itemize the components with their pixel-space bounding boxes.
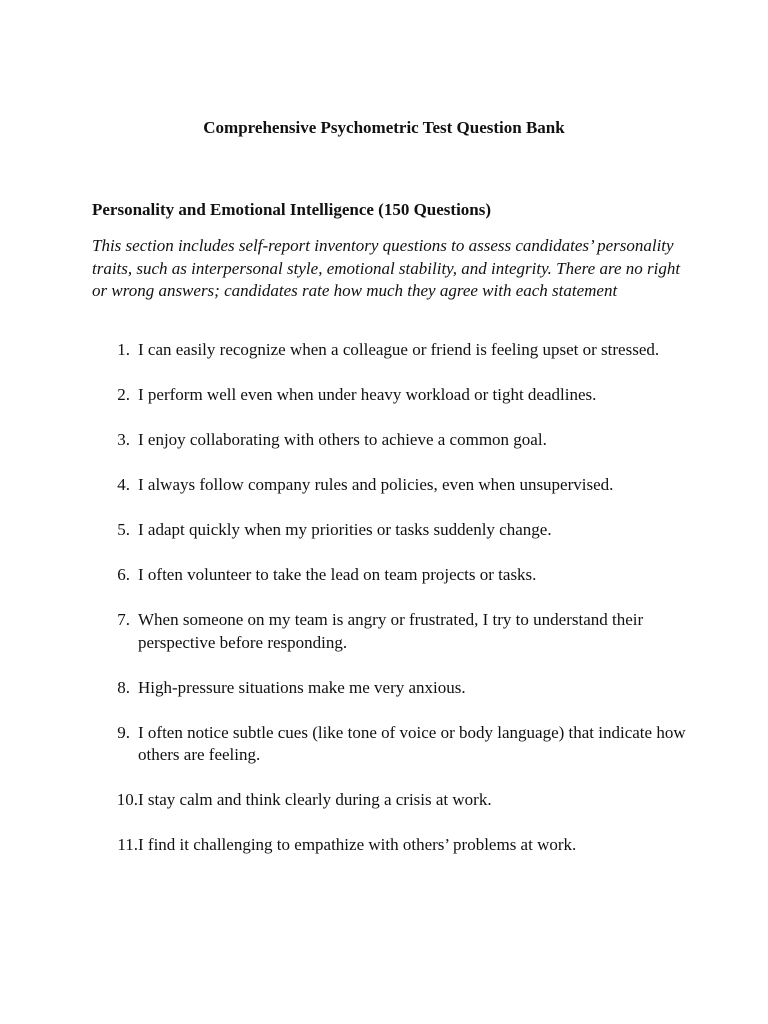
question-number: 11. xyxy=(117,835,138,854)
question-text: I often volunteer to take the lead on team projects or tasks. xyxy=(138,565,537,584)
question-number: 3. xyxy=(117,430,130,449)
question-item xyxy=(92,789,692,812)
question-number: 9. xyxy=(117,722,130,742)
question-number: 2. xyxy=(117,385,130,404)
question-number: 4. xyxy=(117,475,130,494)
question-item xyxy=(92,722,692,767)
question-item xyxy=(92,609,692,654)
question-item xyxy=(92,677,692,700)
question-text: I always follow company rules and policies, even when unsupervised. xyxy=(138,475,614,494)
question-item xyxy=(92,564,692,587)
question-text: I find it challenging to empathize with others’ problems at work. xyxy=(138,835,577,854)
question-item xyxy=(92,834,692,857)
section-heading: Personality and Emotional Intelligence (150 Questions) xyxy=(92,200,492,219)
question-number: 6. xyxy=(117,565,130,584)
question-number: 8. xyxy=(117,677,130,697)
question-number: 10. xyxy=(116,790,138,809)
document-title: Comprehensive Psychometric Test Question Bank xyxy=(203,118,565,137)
question-number: 7. xyxy=(117,610,130,629)
question-item xyxy=(92,474,692,497)
question-item xyxy=(92,519,692,542)
question-list xyxy=(92,339,692,879)
question-text: I adapt quickly when my priorities or tasks suddenly change. xyxy=(138,520,552,539)
question-item xyxy=(92,384,692,407)
question-item xyxy=(92,339,692,362)
question-number: 5. xyxy=(117,520,130,539)
question-text: When someone on my team is angry or frustrated, I try to understand their perspective before responding. xyxy=(138,610,644,652)
question-text: I often notice subtle cues (like tone of voice or body language) that indicate how others are feeling. xyxy=(138,722,686,764)
question-item xyxy=(92,429,692,452)
section-intro: This section includes self-report inventory questions to assess candidates’ personality traits, such as interpersonal style, emotional stability, and integrity. There are no right or wrong answers; candidates rate how much they agree with each statement xyxy=(92,236,681,300)
question-text: I stay calm and think clearly during a crisis at work. xyxy=(138,790,492,809)
question-text: I enjoy collaborating with others to achieve a common goal. xyxy=(138,430,547,449)
question-text: I perform well even when under heavy workload or tight deadlines. xyxy=(138,385,597,404)
question-text: I can easily recognize when a colleague or friend is feeling upset or stressed. xyxy=(138,340,660,359)
question-number: 1. xyxy=(117,340,130,359)
question-text: High-pressure situations make me very anxious. xyxy=(138,677,466,697)
